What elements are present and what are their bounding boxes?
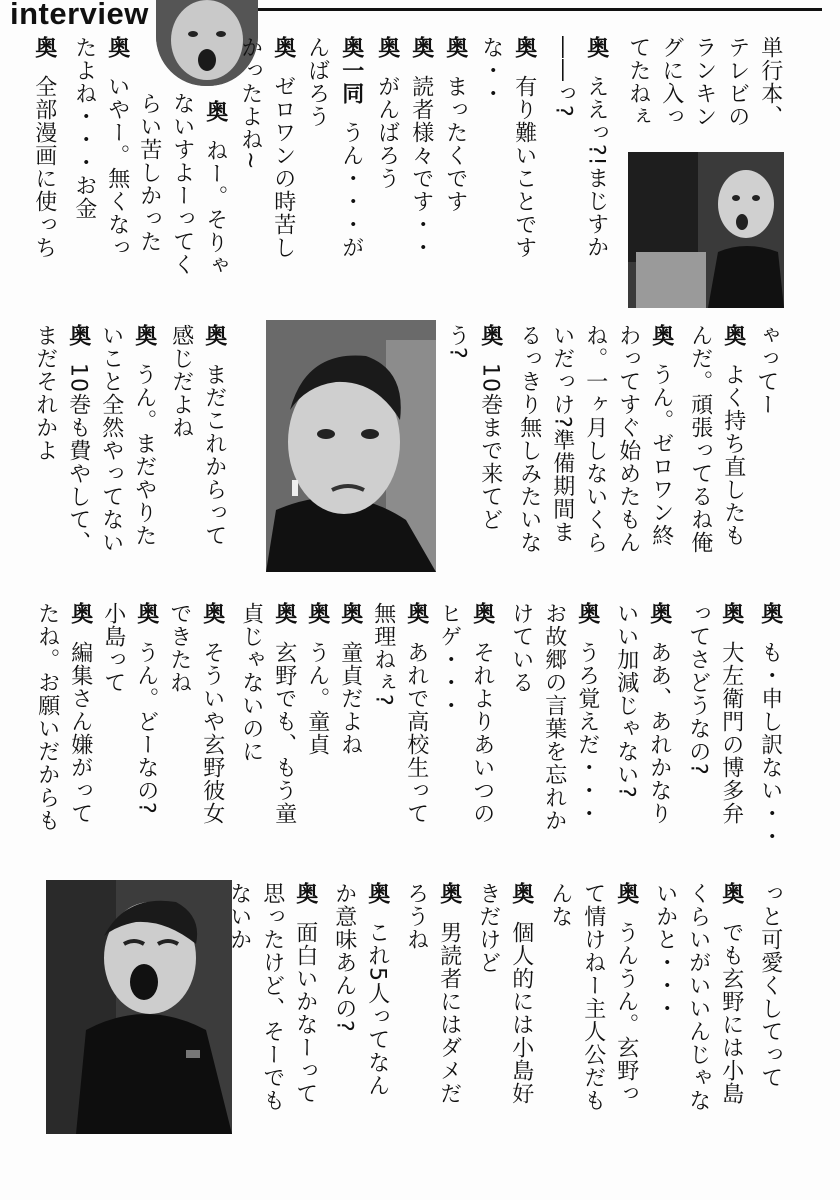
dialogue-text: ランキン <box>691 36 717 128</box>
speaker-gap <box>271 59 296 75</box>
text-line <box>611 324 645 554</box>
speaker-gap <box>105 59 130 75</box>
dialogue-text: テレビの <box>724 36 750 128</box>
text-line <box>333 602 367 756</box>
text-line <box>648 882 682 1020</box>
dialogue-text: ええっ?!まじすか <box>583 75 609 259</box>
speaker-gap <box>649 347 674 363</box>
dialogue-text: 個人的には小島好 <box>508 921 534 1105</box>
text-line <box>334 36 368 259</box>
text-line <box>578 324 612 554</box>
dialogue-text: できたね <box>166 602 192 694</box>
dialogue-text: ないすよーってく <box>169 92 195 276</box>
speaker-label: 奥 <box>574 602 600 625</box>
dialogue-text: うん。どーなの? <box>133 641 159 815</box>
text-line <box>687 36 721 128</box>
text-line <box>474 36 508 105</box>
text-line <box>63 602 97 825</box>
dialogue-text: あれで高校生って <box>403 641 429 825</box>
dialogue-text: ね。一ヶ月しないくら <box>582 324 608 554</box>
text-line <box>30 602 64 832</box>
dialogue-text: たよね・・・お金 <box>71 36 97 220</box>
dialogue-text: 面白いかなーって <box>292 921 318 1105</box>
speaker-gap <box>375 59 400 75</box>
text-line <box>300 36 334 128</box>
text-line <box>27 36 61 259</box>
text-line <box>537 602 571 832</box>
text-line <box>753 882 787 1089</box>
text-line <box>543 882 577 928</box>
dialogue-text: 10巻も費やして、 <box>65 363 91 554</box>
text-line <box>609 602 643 799</box>
dialogue-text: うん・・・が <box>338 121 364 259</box>
dialogue-text: がんばろう <box>374 75 400 190</box>
dialogue-text: いかと・・・ <box>652 882 678 1020</box>
text-line <box>749 324 783 416</box>
speaker-gap <box>614 905 639 921</box>
text-line <box>198 100 232 277</box>
dialogue-text: 読者様々です・・ <box>408 75 434 259</box>
text-line <box>438 36 472 213</box>
dialogue-text: うん。ゼロワン終 <box>648 363 674 547</box>
dialogue-text: うん。童貞 <box>304 641 330 756</box>
text-line <box>465 602 499 825</box>
dialogue-text: てたねぇ <box>625 36 651 128</box>
speaker-label: 奥 <box>648 324 674 347</box>
text-line <box>127 324 161 547</box>
text-line <box>545 324 579 544</box>
text-line <box>195 602 229 825</box>
photo-bottom <box>46 880 232 1134</box>
dialogue-text: 編集さん嫌がって <box>67 641 93 825</box>
speaker-label: 奥 <box>133 602 159 625</box>
speaker-label: 奥 <box>757 602 783 625</box>
text-line <box>570 602 604 825</box>
dialogue-text: ゼロワンの時苦し <box>270 75 296 259</box>
dialogue-text: ろうね <box>403 882 429 951</box>
speaker-gap <box>272 625 297 641</box>
dialogue-text: まだこれからって <box>201 363 227 547</box>
text-line <box>654 36 688 128</box>
text-line <box>579 36 613 259</box>
speaker-gap <box>719 905 744 921</box>
text-line <box>94 324 128 554</box>
text-line <box>61 324 95 554</box>
dialogue-text: まったくです <box>442 75 468 213</box>
speaker-gap <box>202 347 227 363</box>
text-line <box>28 324 62 462</box>
dialogue-text: きだけど <box>475 882 501 974</box>
dialogue-text: て情けねー主人公だも <box>580 882 606 1112</box>
text-line <box>366 602 400 707</box>
dialogue-text: な・・ <box>478 36 504 105</box>
speaker-label: 奥 <box>270 36 296 59</box>
speaker-gap <box>305 625 330 641</box>
speaker-gap <box>470 625 495 641</box>
text-line <box>164 324 198 439</box>
speaker-gap <box>409 59 434 75</box>
dialogue-text: ねー。そりゃ <box>202 139 228 277</box>
text-line <box>440 324 474 360</box>
dialogue-text: くらいがいいんじゃな <box>685 882 711 1112</box>
speaker-label: 奥 <box>67 602 93 625</box>
text-line <box>327 882 361 1033</box>
text-line <box>370 36 404 190</box>
text-line <box>714 602 748 825</box>
speaker-label: 奥 <box>403 602 429 625</box>
speaker-gap <box>293 905 318 921</box>
speaker-label: 奥 <box>408 36 434 59</box>
text-line <box>432 882 466 1105</box>
text-line <box>266 36 300 259</box>
speaker-gap <box>443 59 468 75</box>
speaker-label: 奥 <box>442 36 468 59</box>
speaker-gap <box>132 347 157 363</box>
text-line <box>67 36 101 220</box>
speaker-label: 奥 <box>337 602 363 625</box>
text-line <box>753 36 787 128</box>
dialogue-text: けている <box>508 602 534 694</box>
text-line <box>129 602 163 815</box>
speaker-label: 奥 <box>646 602 672 625</box>
dialogue-text: 玄野でも、もう童 <box>271 641 297 825</box>
dialogue-text: うろ覚えだ・・・ <box>574 641 600 825</box>
speaker-label: 奥 <box>718 882 744 905</box>
dialogue-text: 思ったけど、そーでも <box>259 882 285 1112</box>
text-line <box>197 324 231 547</box>
dialogue-text: わってすぐ始めたもん <box>615 324 641 554</box>
speaker-label: 奥 <box>477 324 503 347</box>
speaker-label: 奥 <box>202 100 228 123</box>
speaker-label: 奥 <box>65 324 91 347</box>
speaker-label: 奥 <box>199 602 225 625</box>
speaker-gap <box>647 625 672 641</box>
speaker-gap <box>339 105 364 121</box>
speaker-gap <box>66 347 91 363</box>
dialogue-text: よく持ち直したも <box>720 363 746 547</box>
speaker-label: 奥 <box>374 36 400 59</box>
text-line <box>233 36 267 170</box>
text-line <box>716 324 750 547</box>
dialogue-text: 男読者にはダメだ <box>436 921 462 1105</box>
speaker-gap <box>437 905 462 921</box>
shocked-man-image <box>628 152 784 308</box>
text-line <box>432 602 466 717</box>
speaker-gap <box>575 625 600 641</box>
text-line <box>504 882 538 1105</box>
speaker-gap <box>478 347 503 363</box>
text-line <box>576 882 610 1112</box>
speaker-gap <box>365 905 390 921</box>
speaker-label: 奥 <box>613 882 639 905</box>
dialogue-text: でも玄野には小島 <box>718 921 744 1105</box>
dialogue-text: いやー。無くなっ <box>104 75 130 259</box>
yawning-man-image <box>46 880 232 1134</box>
dialogue-text: うん。まだやりた <box>131 363 157 547</box>
text-line <box>132 92 166 253</box>
dialogue-text: も・申し訳ない・・ <box>757 641 783 848</box>
text-line <box>644 324 678 547</box>
text-line <box>621 36 655 128</box>
speaker-label: 奥一同 <box>338 36 364 105</box>
speaker-label: 奥 <box>718 602 744 625</box>
speaker-label: 奥 <box>436 882 462 905</box>
dialogue-text: いい加減じゃない? <box>613 602 639 799</box>
dialogue-text: そういや玄野彼女 <box>199 641 225 825</box>
dialogue-text: 全部漫画に使っち <box>31 75 57 259</box>
text-line <box>404 36 438 259</box>
text-line <box>642 602 676 825</box>
dialogue-text: 感じだよね <box>168 324 194 439</box>
dialogue-text: いだっけ?準備期間ま <box>549 324 575 544</box>
dialogue-text: お故郷の言葉を忘れか <box>541 602 567 832</box>
frowning-man-image <box>266 320 436 572</box>
text-line <box>165 92 199 276</box>
dialogue-text: それよりあいつの <box>469 641 495 825</box>
dialogue-text: ないか <box>226 882 252 951</box>
speaker-label: 奥 <box>583 36 609 59</box>
photo-middle <box>266 320 436 572</box>
header-title: interview <box>10 0 149 31</box>
text-line <box>300 602 334 756</box>
speaker-gap <box>509 905 534 921</box>
text-line <box>512 324 546 554</box>
text-line <box>162 602 196 694</box>
speaker-label: 奥 <box>508 882 534 905</box>
dialogue-text: これ5人ってなん <box>364 921 390 1097</box>
speaker-gap <box>404 625 429 641</box>
speaker-gap <box>32 59 57 75</box>
speaker-label: 奥 <box>304 602 330 625</box>
dialogue-text: 無理ねぇ? <box>370 602 396 707</box>
dialogue-text: 有り難いことです <box>511 75 537 259</box>
dialogue-text: っと可愛くしてって <box>757 882 783 1089</box>
speaker-label: 奥 <box>720 324 746 347</box>
text-line <box>255 882 289 1112</box>
text-line <box>720 36 754 128</box>
text-line <box>234 602 268 763</box>
dialogue-text: かったよね~ <box>237 36 263 171</box>
dialogue-text: んだ。頑張ってるね俺 <box>687 324 713 554</box>
dialogue-text: う? <box>444 324 470 360</box>
speaker-label: 奥 <box>201 324 227 347</box>
dialogue-text: 大左衛門の博多弁 <box>718 641 744 825</box>
dialogue-text: 10巻まで来てど <box>477 363 503 531</box>
text-line <box>504 602 538 694</box>
dialogue-text: うんうん。玄野っ <box>613 921 639 1105</box>
speaker-gap <box>758 625 783 641</box>
text-line <box>399 882 433 951</box>
text-line <box>683 324 717 554</box>
speaker-gap <box>512 59 537 75</box>
text-line <box>714 882 748 1105</box>
dialogue-text: るっきり無しみたいな <box>516 324 542 554</box>
dialogue-text: いこと全然やってない <box>98 324 124 554</box>
dialogue-text: たね。お願いだからも <box>34 602 60 832</box>
dialogue-text: ゃってー <box>753 324 779 416</box>
speaker-gap <box>134 625 159 641</box>
text-line <box>609 882 643 1105</box>
text-line <box>681 602 715 776</box>
text-line <box>267 602 301 825</box>
header-rule <box>250 8 822 11</box>
text-line <box>753 602 787 848</box>
text-line <box>399 602 433 825</box>
dialogue-text: 童貞だよね <box>337 641 363 756</box>
dialogue-text: ヒゲ・・・ <box>436 602 462 717</box>
dialogue-text: んな <box>547 882 573 928</box>
speaker-label: 奥 <box>364 882 390 905</box>
text-line <box>681 882 715 1112</box>
speaker-gap <box>721 347 746 363</box>
speaker-gap <box>338 625 363 641</box>
speaker-label: 奥 <box>131 324 157 347</box>
speaker-gap <box>203 123 228 139</box>
text-line <box>96 602 130 694</box>
text-line <box>360 882 394 1097</box>
text-line <box>473 324 507 531</box>
text-line <box>507 36 541 259</box>
text-line <box>546 36 580 118</box>
speaker-gap <box>584 59 609 75</box>
dialogue-text: か意味あんの? <box>331 882 357 1033</box>
speaker-label: 奥 <box>469 602 495 625</box>
text-line <box>222 882 256 951</box>
photo-top-right <box>628 152 784 308</box>
dialogue-text: まだそれかよ <box>32 324 58 462</box>
speaker-gap <box>200 625 225 641</box>
text-line <box>471 882 505 974</box>
dialogue-text: んばろう <box>304 36 330 128</box>
speaker-label: 奥 <box>292 882 318 905</box>
text-line <box>100 36 134 259</box>
speaker-label: 奥 <box>104 36 130 59</box>
dialogue-text: グに入っ <box>658 36 684 128</box>
speaker-gap <box>719 625 744 641</box>
speaker-label: 奥 <box>511 36 537 59</box>
dialogue-text: ――っ? <box>550 36 576 118</box>
text-line <box>288 882 322 1105</box>
dialogue-text: 貞じゃないのに <box>238 602 264 763</box>
speaker-label: 奥 <box>31 36 57 59</box>
dialogue-text: ってさどうなの? <box>685 602 711 776</box>
dialogue-text: らい苦しかった <box>136 92 162 253</box>
speaker-gap <box>68 625 93 641</box>
speaker-label: 奥 <box>271 602 297 625</box>
dialogue-text: ああ、あれかなり <box>646 641 672 825</box>
dialogue-text: 小島って <box>100 602 126 694</box>
dialogue-text: 単行本、 <box>757 36 783 128</box>
